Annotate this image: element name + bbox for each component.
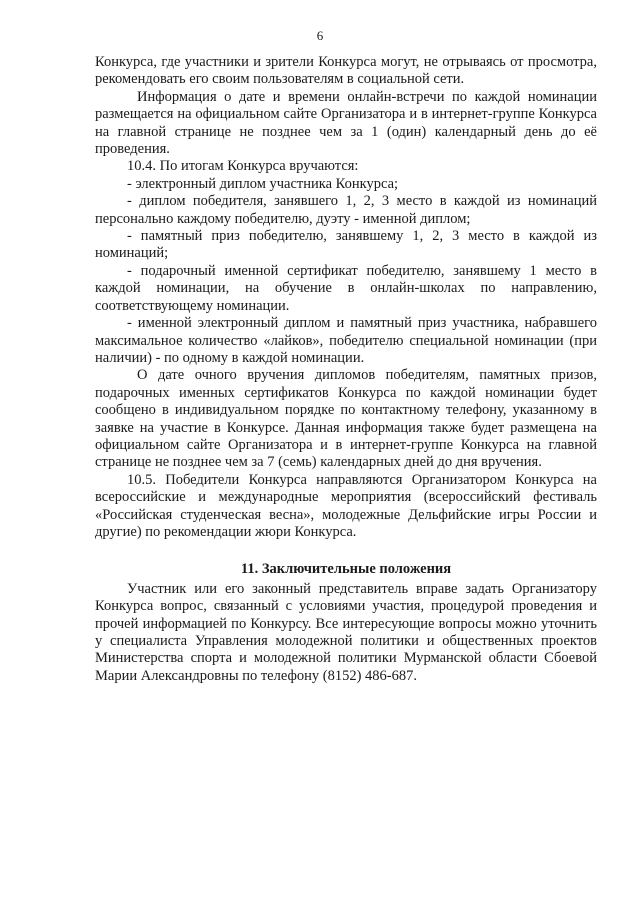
paragraph-award-ceremony-info: О дате очного вручения дипломов победителям, памятных призов, подарочных именных сертификатов Конкурса по каждой номинации будет сообщено в индивидуальном порядке по контактному телефону, указанному в заявке на участие в Конкурсе. Данная информация также будет размещена на официальном сайте Организатора и в интернет-группе Конкурса на главной странице не позднее чем за 7 (семь) календарных дней до дня вручения. (95, 367, 597, 471)
paragraph-online-meeting-info: Информация о дате и времени онлайн-встречи по каждой номинации размещается на официальном сайте Организатора и в интернет-группе Конкурса на главной странице не позднее чем за 1 (один) календарный день до её проведения. (95, 88, 597, 158)
list-item-memorable-prize: - памятный приз победителю, занявшему 1, 2, 3 место в каждой из номинаций; (95, 228, 597, 262)
page-number: 6 (316, 28, 324, 43)
list-item-winner-diploma: - диплом победителя, занявшего 1, 2, 3 место в каждой из номинаций персонально каждому победителю, дуэту - именной диплом; (95, 193, 597, 227)
paragraph-10-5: 10.5. Победители Конкурса направляются Организатором Конкурса на всероссийские и международные мероприятия (всероссийский фестиваль «Российская студенческая весна», молодежные Дельфийские игры России и другие) по рекомендации жюри Конкурса. (95, 471, 597, 540)
paragraph-closing: Участник или его законный представитель вправе задать Организатору Конкурса вопрос, связанный с условиями участия, процедурой проведения и прочей информацией по Конкурсу. Все интересующие вопросы можно уточнить у специалиста Управления молодежной политики и общественных проектов Министерства спорта и молодежной политики Мурманской области Сбоевой Марии Александровны по телефону (8152) 486-687. (95, 580, 597, 684)
paragraph-continuation: Конкурса, где участники и зрители Конкурса могут, не отрываясь от просмотра, рекомендовать его своим пользователям в социальной сети. (95, 54, 597, 88)
document-body (95, 54, 597, 685)
list-item-electronic-diploma: - электронный диплом участника Конкурса; (127, 175, 399, 192)
list-item-gift-certificate: - подарочный именной сертификат победителю, занявшему 1 место в каждой номинации, на обучение в онлайн-школах по направлению, соответствующему номинации. (95, 262, 597, 314)
paragraph-10-4-heading: 10.4. По итогам Конкурса вручаются: (127, 158, 359, 175)
section-title: 11. Заключительные положения (240, 561, 452, 578)
list-item-likes-diploma: - именной электронный диплом и памятный приз участника, набравшего максимальное количество «лайков», победителю специальной номинации (при наличии) - по одному в каждой номинации. (95, 315, 597, 366)
